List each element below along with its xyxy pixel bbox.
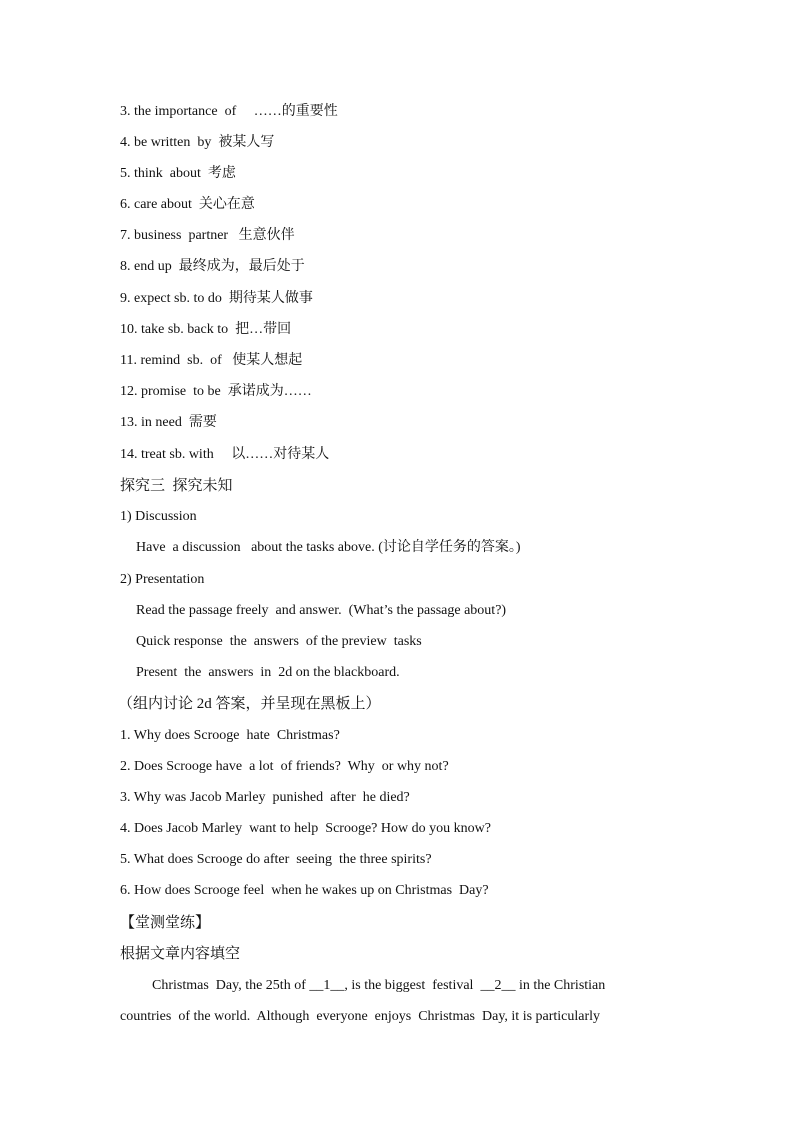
practice-title: 【堂测堂练】 — [120, 915, 211, 931]
group-note: （组内讨论 2d 答案，并呈现在黑板上） — [118, 696, 381, 712]
question-item: 3. Why was Jacob Marley punished after he died? — [120, 790, 410, 805]
passage-line: countries of the world. Although everyone enjoys Christmas Day, it is particularly — [120, 1009, 601, 1024]
phrase-item: 7. business partner 生意伙伴 — [120, 228, 295, 243]
phrase-item: 11. remind sb. of 使某人想起 — [120, 353, 303, 368]
phrase-item: 12. promise to be 承诺成为…… — [120, 384, 312, 399]
question-item: 4. Does Jacob Marley want to help Scrooge? How do you know? — [120, 821, 491, 836]
phrase-item: 8. end up 最终成为，最后处于 — [120, 259, 305, 274]
phrase-item: 3. the importance of ……的重要性 — [120, 104, 338, 119]
presentation-label: 2) Presentation — [120, 572, 205, 587]
presentation-line: Read the passage freely and answer. (What’s the passage about?) — [136, 603, 507, 618]
passage-line: Christmas Day, the 25th of __1__, is the biggest festival __2__ in the Christian — [152, 978, 606, 993]
presentation-line: Present the answers in 2d on the blackboard. — [136, 665, 400, 680]
question-item: 1. Why does Scrooge hate Christmas? — [120, 728, 340, 743]
presentation-line: Quick response the answers of the preview tasks — [136, 634, 422, 649]
discussion-label: 1) Discussion — [120, 509, 197, 524]
phrase-item: 13. in need 需要 — [120, 415, 217, 430]
phrase-item: 9. expect sb. to do 期待某人做事 — [120, 291, 313, 306]
phrase-item: 5. think about 考虑 — [120, 166, 236, 181]
phrase-item: 14. treat sb. with 以……对待某人 — [120, 447, 330, 462]
phrase-item: 6. care about 关心在意 — [120, 197, 255, 212]
phrase-item: 4. be written by 被某人写 — [120, 135, 275, 150]
question-item: 5. What does Scrooge do after seeing the three spirits? — [120, 852, 432, 867]
question-item: 2. Does Scrooge have a lot of friends? Why or why not? — [120, 759, 449, 774]
phrase-item: 10. take sb. back to 把…带回 — [120, 322, 292, 337]
practice-instruction: 根据文章内容填空 — [120, 946, 241, 962]
section-heading: 探究三 探究未知 — [120, 478, 233, 494]
question-item: 6. How does Scrooge feel when he wakes up on Christmas Day? — [120, 883, 489, 898]
discussion-text: Have a discussion about the tasks above. (讨论自学任务的答案。) — [136, 540, 521, 555]
